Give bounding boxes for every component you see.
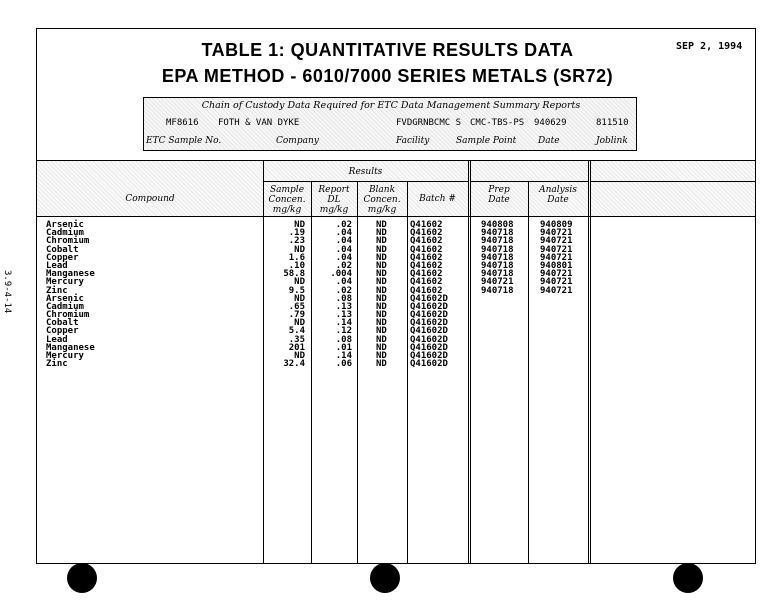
custody-company: FOTH & VAN DYKE — [218, 118, 300, 128]
blank-conc-cell: ND — [376, 244, 387, 255]
sample-conc-cell: 58.8 — [283, 269, 305, 280]
custody-facility: FVDGRNBCMC S — [396, 118, 462, 128]
analysis-date-cell: 940801 — [540, 260, 573, 271]
col-rule-batch-double — [470, 160, 471, 563]
report-title: TABLE 1: QUANTITATIVE RESULTS DATA — [201, 40, 574, 60]
report-dl-cell: .13 — [335, 310, 352, 321]
compound-cell: Chromium — [46, 310, 90, 321]
prep-date-cell: 940718 — [481, 285, 514, 296]
compound-cell: Manganese — [46, 342, 95, 353]
analysis-date-column — [540, 221, 573, 368]
dates-group-rule — [470, 181, 588, 182]
sample-conc-cell: .19 — [288, 228, 305, 239]
report-dl-cell: .14 — [335, 351, 352, 361]
prep-date-cell — [481, 327, 514, 335]
prep-date-cell: 940718 — [481, 269, 514, 280]
sample-conc-cell: 5.4 — [288, 326, 305, 337]
prep-date-cell: 940718 — [481, 260, 514, 271]
report-date: SEP 2, 1994 — [676, 41, 743, 52]
blank-conc-cell: ND — [376, 334, 387, 345]
compound-cell: Copper — [46, 326, 79, 337]
custody-title: Chain of Custody Data Required for ETC Data Management Summary Reports — [201, 100, 581, 111]
batch-cell: Q41602 — [410, 220, 443, 230]
sample-conc-cell: .65 — [288, 301, 305, 312]
batch-cell: Q41602D — [410, 301, 448, 312]
side-page-note: 3.9-4-14 — [2, 270, 12, 314]
compound-cell: Lead — [46, 334, 68, 345]
report-dl-column — [311, 221, 352, 368]
analysis-date-cell — [540, 336, 573, 344]
punch-hole-center — [370, 563, 400, 593]
report-dl-cell: .04 — [335, 244, 352, 255]
blank-conc-cell: ND — [376, 277, 387, 288]
report-dl-cell: .02 — [335, 220, 352, 230]
compound-cell: Arsenic — [46, 220, 84, 230]
analysis-date-cell: 940721 — [540, 269, 573, 280]
blank-conc-cell: ND — [376, 228, 387, 239]
col-rule-dl — [357, 181, 358, 563]
sample-conc-column — [263, 221, 305, 368]
report-dl-cell: .02 — [335, 260, 352, 271]
punch-hole-left — [67, 563, 97, 593]
custody-label-joblink: Joblink — [596, 136, 628, 146]
report-dl-cell: .04 — [335, 277, 352, 288]
compound-cell: Manganese — [46, 269, 95, 280]
report-dl-cell: .13 — [335, 301, 352, 312]
report-dl-header: Report DL mg/kg — [318, 185, 350, 215]
compound-cell: Mercury — [46, 277, 84, 288]
report-dl-cell: .04 — [335, 228, 352, 239]
blank-conc-cell: ND — [376, 293, 387, 304]
batch-header: Batch # — [419, 194, 456, 204]
col-rule-blank — [407, 181, 408, 563]
batch-cell: Q41602 — [410, 277, 443, 288]
extra-group-rule — [590, 181, 755, 182]
batch-cell: Q41602 — [410, 252, 443, 263]
sample-conc-cell: ND — [294, 277, 305, 288]
batch-cell: Q41602D — [410, 310, 448, 321]
prep-date-header: Prep Date — [488, 185, 510, 205]
prep-date-cell: 940808 — [481, 220, 514, 230]
custody-label-facility: Facility — [396, 136, 430, 146]
header-bottom-rule — [37, 216, 755, 217]
blank-conc-cell: ND — [376, 342, 387, 353]
custody-sample-point: CMC-TBS-PS — [470, 118, 525, 128]
report-dl-cell: .02 — [335, 285, 352, 296]
analysis-date-cell — [540, 295, 573, 303]
analysis-date-cell — [540, 352, 573, 360]
batch-cell: Q41602 — [410, 269, 443, 280]
sample-conc-cell: ND — [294, 220, 305, 230]
compound-header: Compound — [125, 194, 175, 204]
results-group-header: Results — [348, 167, 383, 177]
compound-column — [46, 221, 95, 368]
analysis-date-cell — [540, 303, 573, 311]
analysis-date-header: Analysis Date — [539, 185, 577, 205]
report-dl-cell: .04 — [335, 252, 352, 263]
blank-conc-column — [376, 221, 387, 368]
report-dl-cell: .04 — [335, 236, 352, 247]
analysis-date-cell — [540, 319, 573, 327]
prep-date-cell — [481, 311, 514, 319]
batch-cell: Q41602 — [410, 260, 443, 271]
blank-conc-cell: ND — [376, 318, 387, 329]
compound-cell: Zinc — [46, 359, 68, 370]
custody-date: 940629 — [534, 118, 567, 128]
analysis-date-cell: 940721 — [540, 285, 573, 296]
batch-cell: Q41602D — [410, 359, 448, 370]
prep-date-cell: 940718 — [481, 228, 514, 239]
prep-date-cell — [481, 352, 514, 360]
analysis-date-cell — [540, 344, 573, 352]
report-dl-cell: .004 — [330, 269, 352, 280]
custody-label-sample-point: Sample Point — [456, 136, 517, 146]
report-dl-cell: .01 — [335, 342, 352, 353]
prep-date-cell: 940718 — [481, 236, 514, 247]
report-dl-cell: .12 — [335, 326, 352, 337]
blank-conc-cell: ND — [376, 359, 387, 370]
batch-cell: Q41602 — [410, 236, 443, 247]
prep-date-cell: 940718 — [481, 252, 514, 263]
col-rule-analysis-double — [590, 160, 591, 563]
sample-conc-cell: .10 — [288, 260, 305, 271]
prep-date-cell: 940718 — [481, 244, 514, 255]
blank-conc-cell: ND — [376, 326, 387, 337]
batch-cell: Q41602 — [410, 285, 443, 296]
blank-conc-cell: ND — [376, 252, 387, 263]
table-top-rule — [37, 160, 755, 161]
analysis-date-cell — [540, 360, 573, 368]
sample-conc-cell: 1.6 — [288, 252, 305, 263]
batch-cell: Q41602D — [410, 326, 448, 337]
blank-conc-cell: ND — [376, 351, 387, 361]
batch-cell: Q41602 — [410, 244, 443, 255]
blank-conc-cell: ND — [376, 285, 387, 296]
analysis-date-cell: 940721 — [540, 244, 573, 255]
analysis-date-cell — [540, 327, 573, 335]
compound-cell: Cobalt — [46, 318, 79, 329]
batch-cell: Q41602D — [410, 351, 448, 361]
analysis-date-cell — [540, 311, 573, 319]
report-subtitle: EPA METHOD - 6010/7000 SERIES METALS (SR72) — [161, 66, 614, 86]
sample-conc-cell: ND — [294, 351, 305, 361]
custody-label-company: Company — [276, 136, 319, 146]
blank-conc-cell: ND — [376, 269, 387, 280]
sample-conc-cell: .23 — [288, 236, 305, 247]
sample-conc-cell: 201 — [288, 342, 305, 353]
blank-conc-cell: ND — [376, 260, 387, 271]
analysis-date-cell: 940721 — [540, 228, 573, 239]
punch-hole-right — [673, 563, 703, 593]
analysis-date-cell: 940809 — [540, 220, 573, 230]
custody-box — [143, 97, 637, 151]
prep-date-cell — [481, 295, 514, 303]
sample-conc-cell: .79 — [288, 310, 305, 321]
compound-cell: Arsenic — [46, 293, 84, 304]
blank-conc-header: Blank Concen. mg/kg — [363, 185, 401, 215]
blank-conc-cell: ND — [376, 236, 387, 247]
batch-cell: Q41602D — [410, 293, 448, 304]
prep-date-column — [481, 221, 514, 368]
prep-date-cell — [481, 319, 514, 327]
custody-label-date: Date — [538, 136, 560, 146]
blank-conc-cell: ND — [376, 310, 387, 321]
report-dl-cell: .06 — [335, 359, 352, 370]
report-dl-cell: .08 — [335, 334, 352, 345]
analysis-date-cell: 940721 — [540, 277, 573, 288]
prep-date-cell — [481, 336, 514, 344]
batch-cell: Q41602D — [410, 342, 448, 353]
col-rule-analysis — [588, 160, 589, 563]
col-rule-batch — [468, 160, 469, 563]
compound-cell: Copper — [46, 252, 79, 263]
blank-conc-cell: ND — [376, 220, 387, 230]
batch-cell: Q41602D — [410, 318, 448, 329]
compound-cell: Chromium — [46, 236, 90, 247]
results-group-rule — [263, 181, 468, 182]
prep-date-cell — [481, 360, 514, 368]
compound-cell: Cadmium — [46, 301, 84, 312]
analysis-date-cell: 940721 — [540, 236, 573, 247]
prep-date-cell — [481, 344, 514, 352]
compound-cell: Cadmium — [46, 228, 84, 239]
custody-sample-no: MF8616 — [166, 118, 199, 128]
sample-conc-cell: 9.5 — [288, 285, 305, 296]
col-rule-prep — [528, 181, 529, 563]
prep-date-cell — [481, 303, 514, 311]
prep-date-cell: 940721 — [481, 277, 514, 288]
blank-conc-cell: ND — [376, 301, 387, 312]
analysis-date-cell: 940721 — [540, 252, 573, 263]
compound-cell: Cobalt — [46, 244, 79, 255]
sample-conc-cell: ND — [294, 318, 305, 329]
custody-label-sample-no: ETC Sample No. — [146, 136, 222, 146]
batch-cell: Q41602 — [410, 228, 443, 239]
sample-conc-header: Sample Concen. mg/kg — [268, 185, 306, 215]
sample-conc-cell: .35 — [288, 334, 305, 345]
report-dl-cell: .14 — [335, 318, 352, 329]
sample-conc-cell: ND — [294, 293, 305, 304]
sample-conc-cell: 32.4 — [283, 359, 305, 370]
custody-joblink: 811510 — [596, 118, 629, 128]
report-dl-cell: .08 — [335, 293, 352, 304]
compound-cell: Zinc — [46, 285, 68, 296]
compound-cell: Mercury — [46, 351, 84, 361]
compound-cell: Lead — [46, 260, 68, 271]
sample-conc-cell: ND — [294, 244, 305, 255]
batch-cell: Q41602D — [410, 334, 448, 345]
batch-column — [410, 221, 448, 368]
